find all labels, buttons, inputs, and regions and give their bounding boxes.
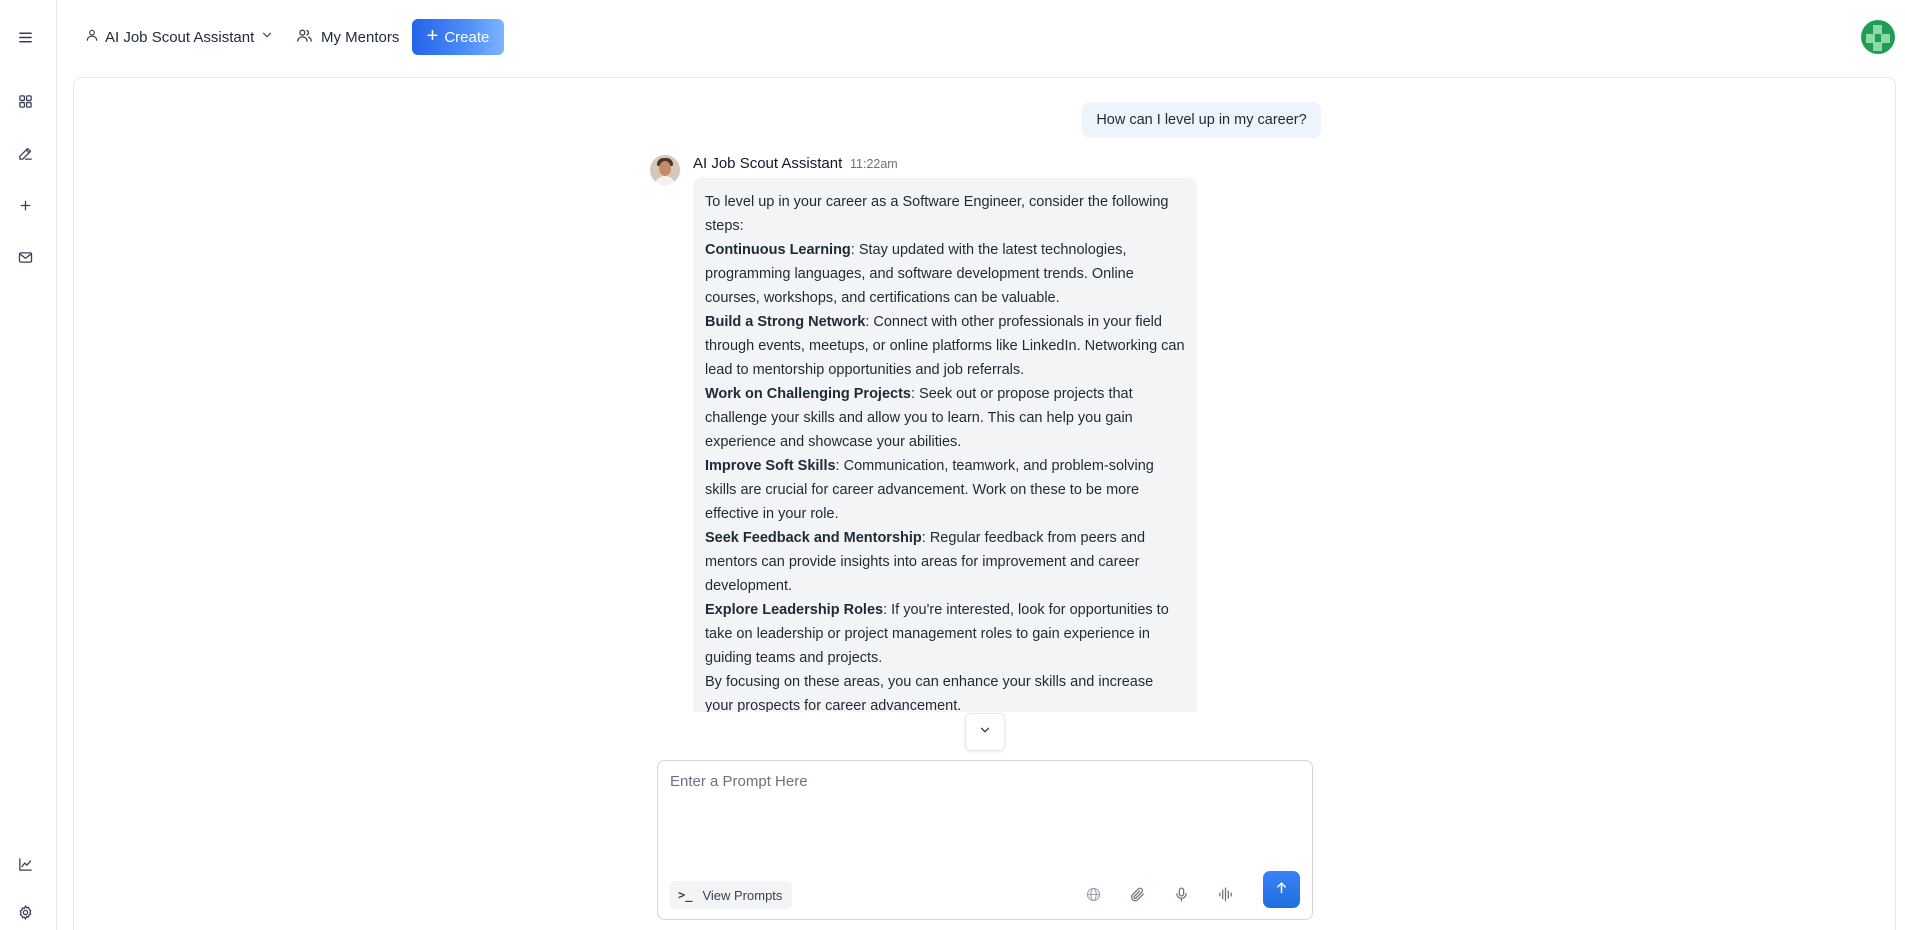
paperclip-icon[interactable] (1125, 882, 1149, 906)
list-item (705, 382, 1185, 454)
audio-wave-icon[interactable] (1213, 882, 1237, 906)
chevron-down-icon (978, 723, 992, 742)
list-item-text: : If you're interested, look for opportunities to take on leadership or project management roles to gain experience in guiding teams and projects. (705, 602, 1169, 666)
message-intro: To level up in your career as a Software Engineer, consider the following steps: (705, 194, 1169, 234)
message-outro: By focusing on these areas, you can enhance your skills and increase your prospects for career advancement. (705, 674, 1154, 712)
globe-icon[interactable] (1081, 882, 1105, 906)
assistant-selector[interactable] (85, 24, 274, 50)
send-button[interactable] (1263, 871, 1300, 908)
my-mentors-label: My Mentors (321, 28, 400, 46)
settings-icon[interactable] (12, 899, 38, 925)
chevron-down-icon (260, 28, 274, 46)
assistant-message (693, 178, 1197, 712)
list-item-title: Seek Feedback and Mentorship (705, 530, 922, 546)
users-icon (296, 27, 313, 48)
analytics-icon[interactable] (12, 851, 38, 877)
plus-icon[interactable] (12, 192, 38, 218)
list-item-text: : Connect with other professionals in your field through events, meetups, or online platforms like LinkedIn. Networking can lead to mentorship opportunities and job referrals. (705, 314, 1185, 378)
list-item (705, 526, 1185, 598)
user-message: How can I level up in my career? (1082, 102, 1321, 138)
list-item-title: Continuous Learning (705, 242, 851, 258)
edit-icon[interactable] (12, 140, 38, 166)
assistant-selector-label: AI Job Scout Assistant (105, 28, 255, 46)
assistant-avatar (650, 155, 680, 185)
message-timestamp: 11:22am (850, 157, 898, 171)
prompt-composer (657, 760, 1313, 920)
top-bar (57, 0, 1905, 76)
assistant-name: AI Job Scout Assistant (693, 155, 843, 172)
user-icon (85, 28, 99, 46)
list-item-text: : Seek out or propose projects that challenge your skills and allow you to learn. This can help you gain experience and showcase your abilities. (705, 386, 1133, 450)
terminal-icon: >_ (678, 888, 693, 902)
view-prompts-button[interactable] (670, 881, 792, 909)
list-item-title: Explore Leadership Roles (705, 602, 884, 618)
microphone-icon[interactable] (1169, 882, 1193, 906)
list-item (705, 454, 1185, 526)
list-item-title: Improve Soft Skills (705, 458, 836, 474)
create-label: Create (444, 28, 490, 46)
apps-grid-icon[interactable] (12, 88, 38, 114)
list-item-text: : Communication, teamwork, and problem-solving skills are crucial for career advancement. Work on these to be more effective in your role. (705, 458, 1154, 522)
my-mentors-button[interactable] (296, 24, 399, 50)
list-item-title: Work on Challenging Projects (705, 386, 911, 402)
list-item (705, 238, 1185, 310)
prompt-input[interactable] (670, 773, 1300, 843)
list-item-text: : Regular feedback from peers and mentors can provide insights into areas for improvement and career development. (705, 530, 1146, 594)
user-avatar[interactable] (1861, 20, 1895, 54)
list-item (705, 310, 1185, 382)
left-rail (0, 0, 57, 930)
list-item-text: : Stay updated with the latest technologies, programming languages, and software development trends. Online courses, workshops, and certifications can be valuable. (705, 242, 1134, 306)
view-prompts-label: View Prompts (702, 887, 783, 903)
send-arrow-icon (1274, 880, 1289, 900)
create-button[interactable] (412, 19, 504, 55)
list-item (705, 598, 1185, 670)
menu-icon[interactable] (12, 24, 38, 50)
scroll-to-bottom-button[interactable] (965, 713, 1005, 751)
mail-icon[interactable] (12, 244, 38, 270)
plus-icon: + (426, 25, 439, 47)
list-item-title: Build a Strong Network (705, 314, 866, 330)
